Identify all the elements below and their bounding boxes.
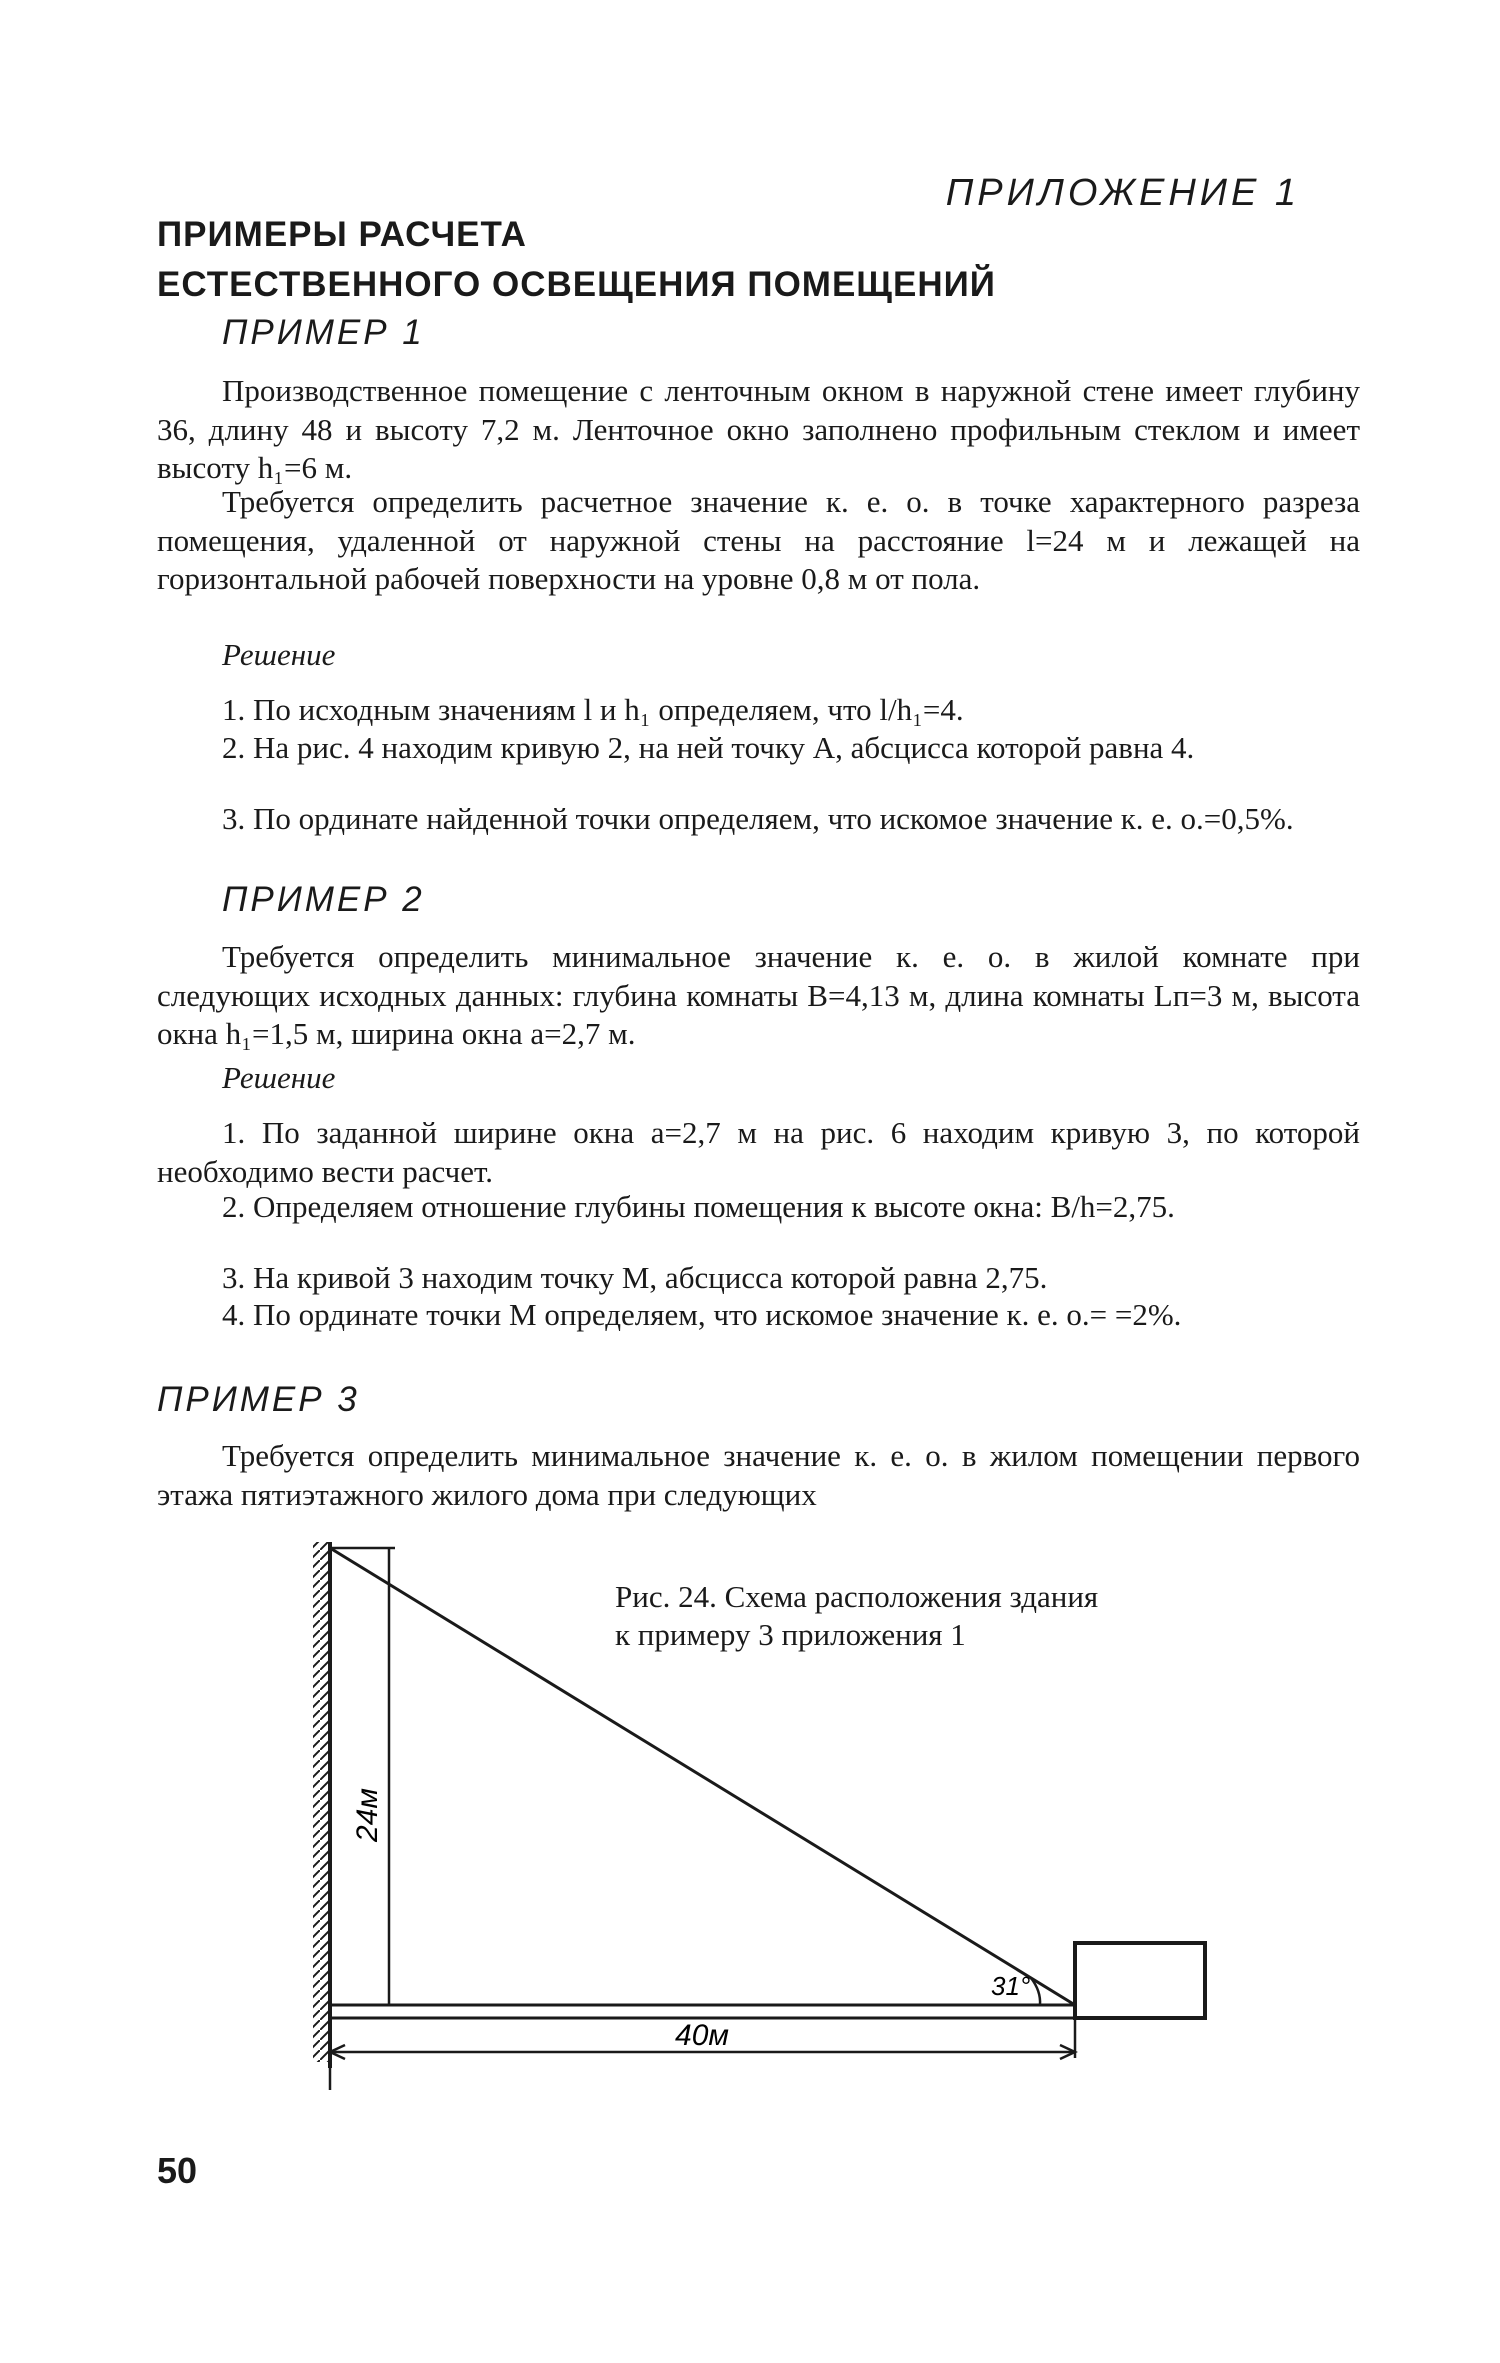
page-number: 50 (157, 2150, 198, 2191)
example-2-solution-label: Решение (222, 1060, 336, 1095)
example-1-step-1: 1. По исходным значениям l и h₁ определяем, что l/h₁=4. (222, 692, 964, 727)
example-1-step-3: 3. По ординате найденной точки определяем, что искомое значение к. е. о.=0,5%. (222, 801, 1294, 836)
figure-caption-line-1: Рис. 24. Схема расположения здания (615, 1579, 1099, 1614)
example-1-solution-label: Решение (222, 637, 336, 672)
example-2-step-3: 3. На кривой 3 находим точку M, абсцисса которой равна 2,75. (222, 1260, 1048, 1295)
example-2-step-2: 2. Определяем отношение глубины помещения к высоте окна: B/h=2,75. (222, 1189, 1175, 1224)
wall-hatching (313, 1542, 329, 2062)
example-3-paragraph-1: Требуется определить минимальное значение к. е. о. в жилом помещении первого этажа пятиэтажного жилого дома при следующих (157, 1438, 1360, 1512)
page-title-line-1: ПРИМЕРЫ РАСЧЕТА (157, 215, 527, 254)
distance-label: 40м (675, 2019, 729, 2052)
page-title-line-2: ЕСТЕСТВЕННОГО ОСВЕЩЕНИЯ ПОМЕЩЕНИЙ (157, 265, 996, 304)
appendix-label: ПРИЛОЖЕНИЕ 1 (945, 172, 1300, 214)
example-3-heading: ПРИМЕР 3 (157, 1380, 360, 1419)
example-2-paragraph-1: Требуется определить минимальное значение к. е. о. в жилой комнате при следующих исходных данных: глубина комнаты B=4,13 м, длина комнаты Lп=3 м, высота окна h₁=1,5 м, ширина окна a=2,7 м. (157, 939, 1360, 1051)
height-label: 24м (351, 1788, 384, 1842)
figure-caption (615, 1578, 1098, 1654)
example-1-step-2: 2. На рис. 4 находим кривую 2, на ней точку A, абсцисса которой равна 4. (222, 730, 1195, 765)
example-1-paragraph-1: Производственное помещение с ленточным окном в наружной стене имеет глубину 36, длину 48 и высоту 7,2 м. Ленточное окно заполнено профильным стеклом и имеет высоту h₁=6 м. (157, 373, 1360, 485)
figure-caption-line-2: к примеру 3 приложения 1 (615, 1617, 966, 1652)
angle-label: 31° (991, 1971, 1031, 2001)
example-2-step-1: 1. По заданной ширине окна a=2,7 м на рис. 6 находим кривую 3, по которой необходимо вести расчет. (157, 1115, 1360, 1189)
example-1-heading: ПРИМЕР 1 (222, 313, 425, 352)
example-1-paragraph-2: Требуется определить расчетное значение к. е. о. в точке характерного разреза помещения, удаленной от наружной стены на расстояние l=24 м и лежащей на горизонтальной рабочей поверхности на уровне 0,8 м от пола. (157, 484, 1360, 596)
example-2-step-4: 4. По ординате точки M определяем, что искомое значение к. е. о.= =2%. (222, 1297, 1182, 1332)
example-2-heading: ПРИМЕР 2 (222, 880, 425, 919)
opposite-building (1075, 1943, 1205, 2018)
